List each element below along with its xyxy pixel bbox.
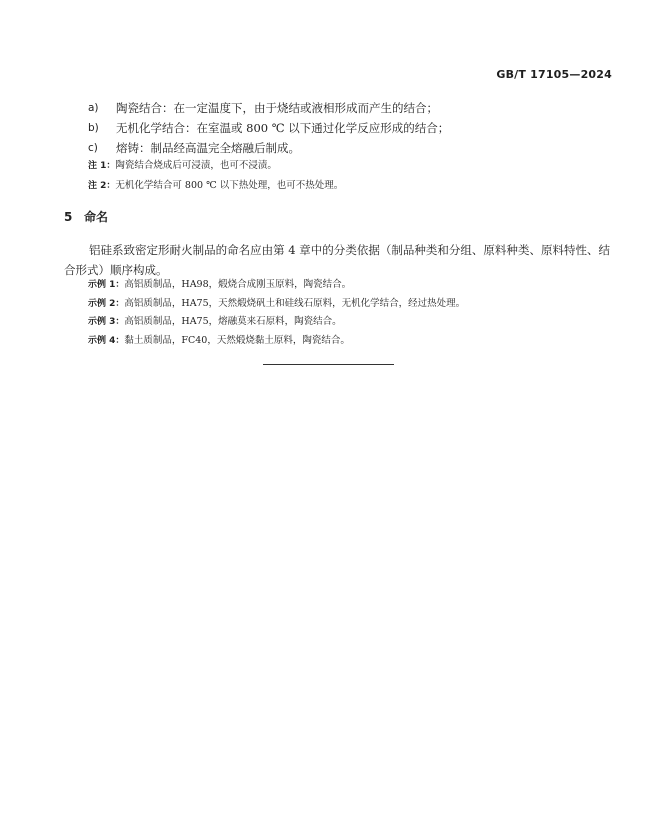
list-item (88, 98, 608, 118)
example (88, 313, 465, 332)
list-marker: a) (88, 102, 99, 114)
example-text: 黏土质制品，FC40，天然煅烧黏土原料，陶瓷结合。 (124, 334, 350, 346)
notes-block (88, 156, 343, 196)
note-label: 注 2： (88, 181, 116, 191)
note-text: 陶瓷结合烧成后可浸渍，也可不浸渍。 (115, 160, 277, 171)
section-paragraph: 铝硅系致密定形耐火制品的命名应由第 4 章中的分类依据（制品种类和分组、原料种类、原料特性、结合形式）顺序构成。 (64, 243, 610, 277)
example-label: 示例 1： (88, 280, 125, 290)
example-label: 示例 2： (88, 298, 125, 309)
list-item (88, 138, 608, 158)
section-title: 命名 (84, 210, 109, 224)
end-of-document-rule (263, 364, 394, 365)
example (88, 295, 465, 314)
example (88, 332, 465, 351)
example-text: 高铝质制品，HA75，天然煅烧矾土和硅线石原料，无机化学结合，经过热处理。 (124, 297, 466, 309)
example-text: 高铝质制品，HA75，熔融莫来石原料，陶瓷结合。 (124, 316, 342, 327)
note-label: 注 1： (88, 161, 116, 171)
bonding-type-list (88, 98, 608, 158)
example-label: 示例 4： (88, 335, 125, 346)
section-heading (64, 208, 108, 225)
list-marker: b) (88, 122, 99, 134)
note (88, 156, 343, 176)
example-text: 高铝质制品，HA98，煅烧合成刚玉原料，陶瓷结合。 (124, 279, 352, 290)
examples-block (88, 276, 465, 350)
list-marker: c) (88, 142, 98, 154)
note (88, 176, 343, 196)
standard-number: GB/T 17105—2024 (496, 68, 612, 81)
section-number: 5 (64, 210, 73, 224)
list-item-text: 陶瓷结合：在一定温度下，由于烧结或液相形成而产生的结合； (116, 101, 438, 115)
list-item-text: 无机化学结合：在室温或 800 ℃ 以下通过化学反应形成的结合； (116, 121, 450, 135)
example (88, 276, 465, 295)
list-item (88, 118, 608, 138)
note-text: 无机化学结合可 800 ℃ 以下热处理，也可不热处理。 (115, 180, 344, 191)
list-item-text: 熔铸：制品经高温完全熔融后制成。 (116, 141, 300, 155)
example-label: 示例 3： (88, 317, 125, 327)
